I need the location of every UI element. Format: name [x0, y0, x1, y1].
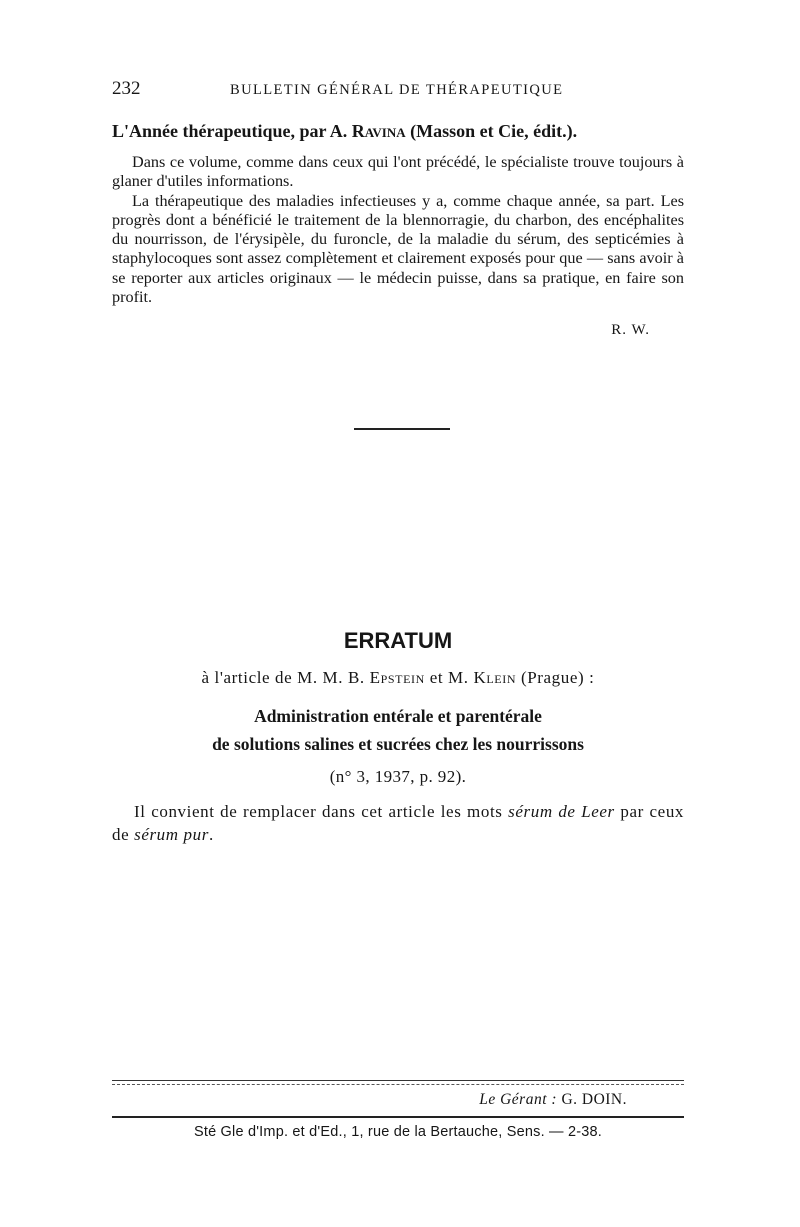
- erratum-section: [112, 628, 684, 846]
- footer-rule-bottom: [112, 1116, 684, 1118]
- erratum-author-1: Epstein: [369, 668, 425, 687]
- review-paragraph: La thérapeutique des maladies infectieuses y a, comme chaque année, sa part. Les progrès dont a bénéficié le traitement de la blennorragie, du charbon, des encéphalites du nourrisson, de l'érysipèle, du furoncle, de la maladie du sérum, des septicémies à staphylocoques sont assez complètement et clairement exposés pour que — sans avoir à se reporter aux articles originaux — le médecin puisse, dans sa pratique, en faire son profit.: [112, 191, 684, 307]
- erratum-reference: [112, 668, 684, 688]
- erratum-subtitle: [112, 702, 684, 758]
- manager-line: [112, 1091, 627, 1109]
- review-publisher: (Masson et Cie, édit.).: [405, 121, 578, 141]
- printer-imprint: Sté Gle d'Imp. et d'Ed., 1, rue de la Bertauche, Sens. — 2-38.: [193, 1124, 603, 1140]
- erratum-title: ERRATUM: [343, 628, 453, 653]
- erratum-paragraph: [112, 800, 684, 846]
- running-head: [112, 78, 682, 102]
- erratum-subtitle-line: de solutions salines et sucrées chez les nourrissons: [212, 734, 584, 754]
- footer-rule: [112, 1080, 684, 1081]
- erratum-ref-mid: et M.: [424, 668, 474, 687]
- review-by: , par A.: [290, 121, 352, 141]
- manager-name: G. DOIN.: [557, 1091, 627, 1108]
- erratum-text: par ceux de: [112, 802, 685, 844]
- erratum-term-new: sérum pur: [134, 825, 209, 844]
- footer-rule-dashed: [112, 1084, 684, 1085]
- review-book-title: L'Année thérapeutique: [112, 121, 291, 141]
- review-body: [112, 153, 684, 307]
- review-signature: R. W.: [611, 322, 650, 338]
- book-review: [112, 119, 684, 338]
- erratum-text: .: [208, 825, 214, 844]
- erratum-author-2: Klein: [473, 668, 517, 687]
- erratum-ref-suffix: (Prague) :: [516, 668, 595, 687]
- review-paragraph: Dans ce volume, comme dans ceux qui l'ont précédé, le spécialiste trouve toujours à glaner d'utiles informations.: [112, 153, 684, 191]
- erratum-ref-prefix: à l'article de M. M. B.: [201, 668, 370, 687]
- erratum-citation: (n° 3, 1937, p. 92).: [329, 767, 467, 786]
- journal-title: BULLETIN GÉNÉRAL DE THÉRAPEUTIQUE: [230, 82, 564, 98]
- erratum-body: [112, 800, 684, 846]
- erratum-subtitle-line: Administration entérale et parentérale: [254, 706, 542, 726]
- manager-label: Le Gérant :: [479, 1091, 558, 1108]
- review-author: Ravina: [351, 121, 406, 141]
- page-number: 232: [112, 78, 141, 99]
- review-heading: [112, 119, 684, 143]
- erratum-term-old: sérum de Leer: [508, 802, 615, 821]
- erratum-text: Il convient de remplacer dans cet article les mots: [134, 802, 509, 821]
- section-divider: [354, 428, 450, 430]
